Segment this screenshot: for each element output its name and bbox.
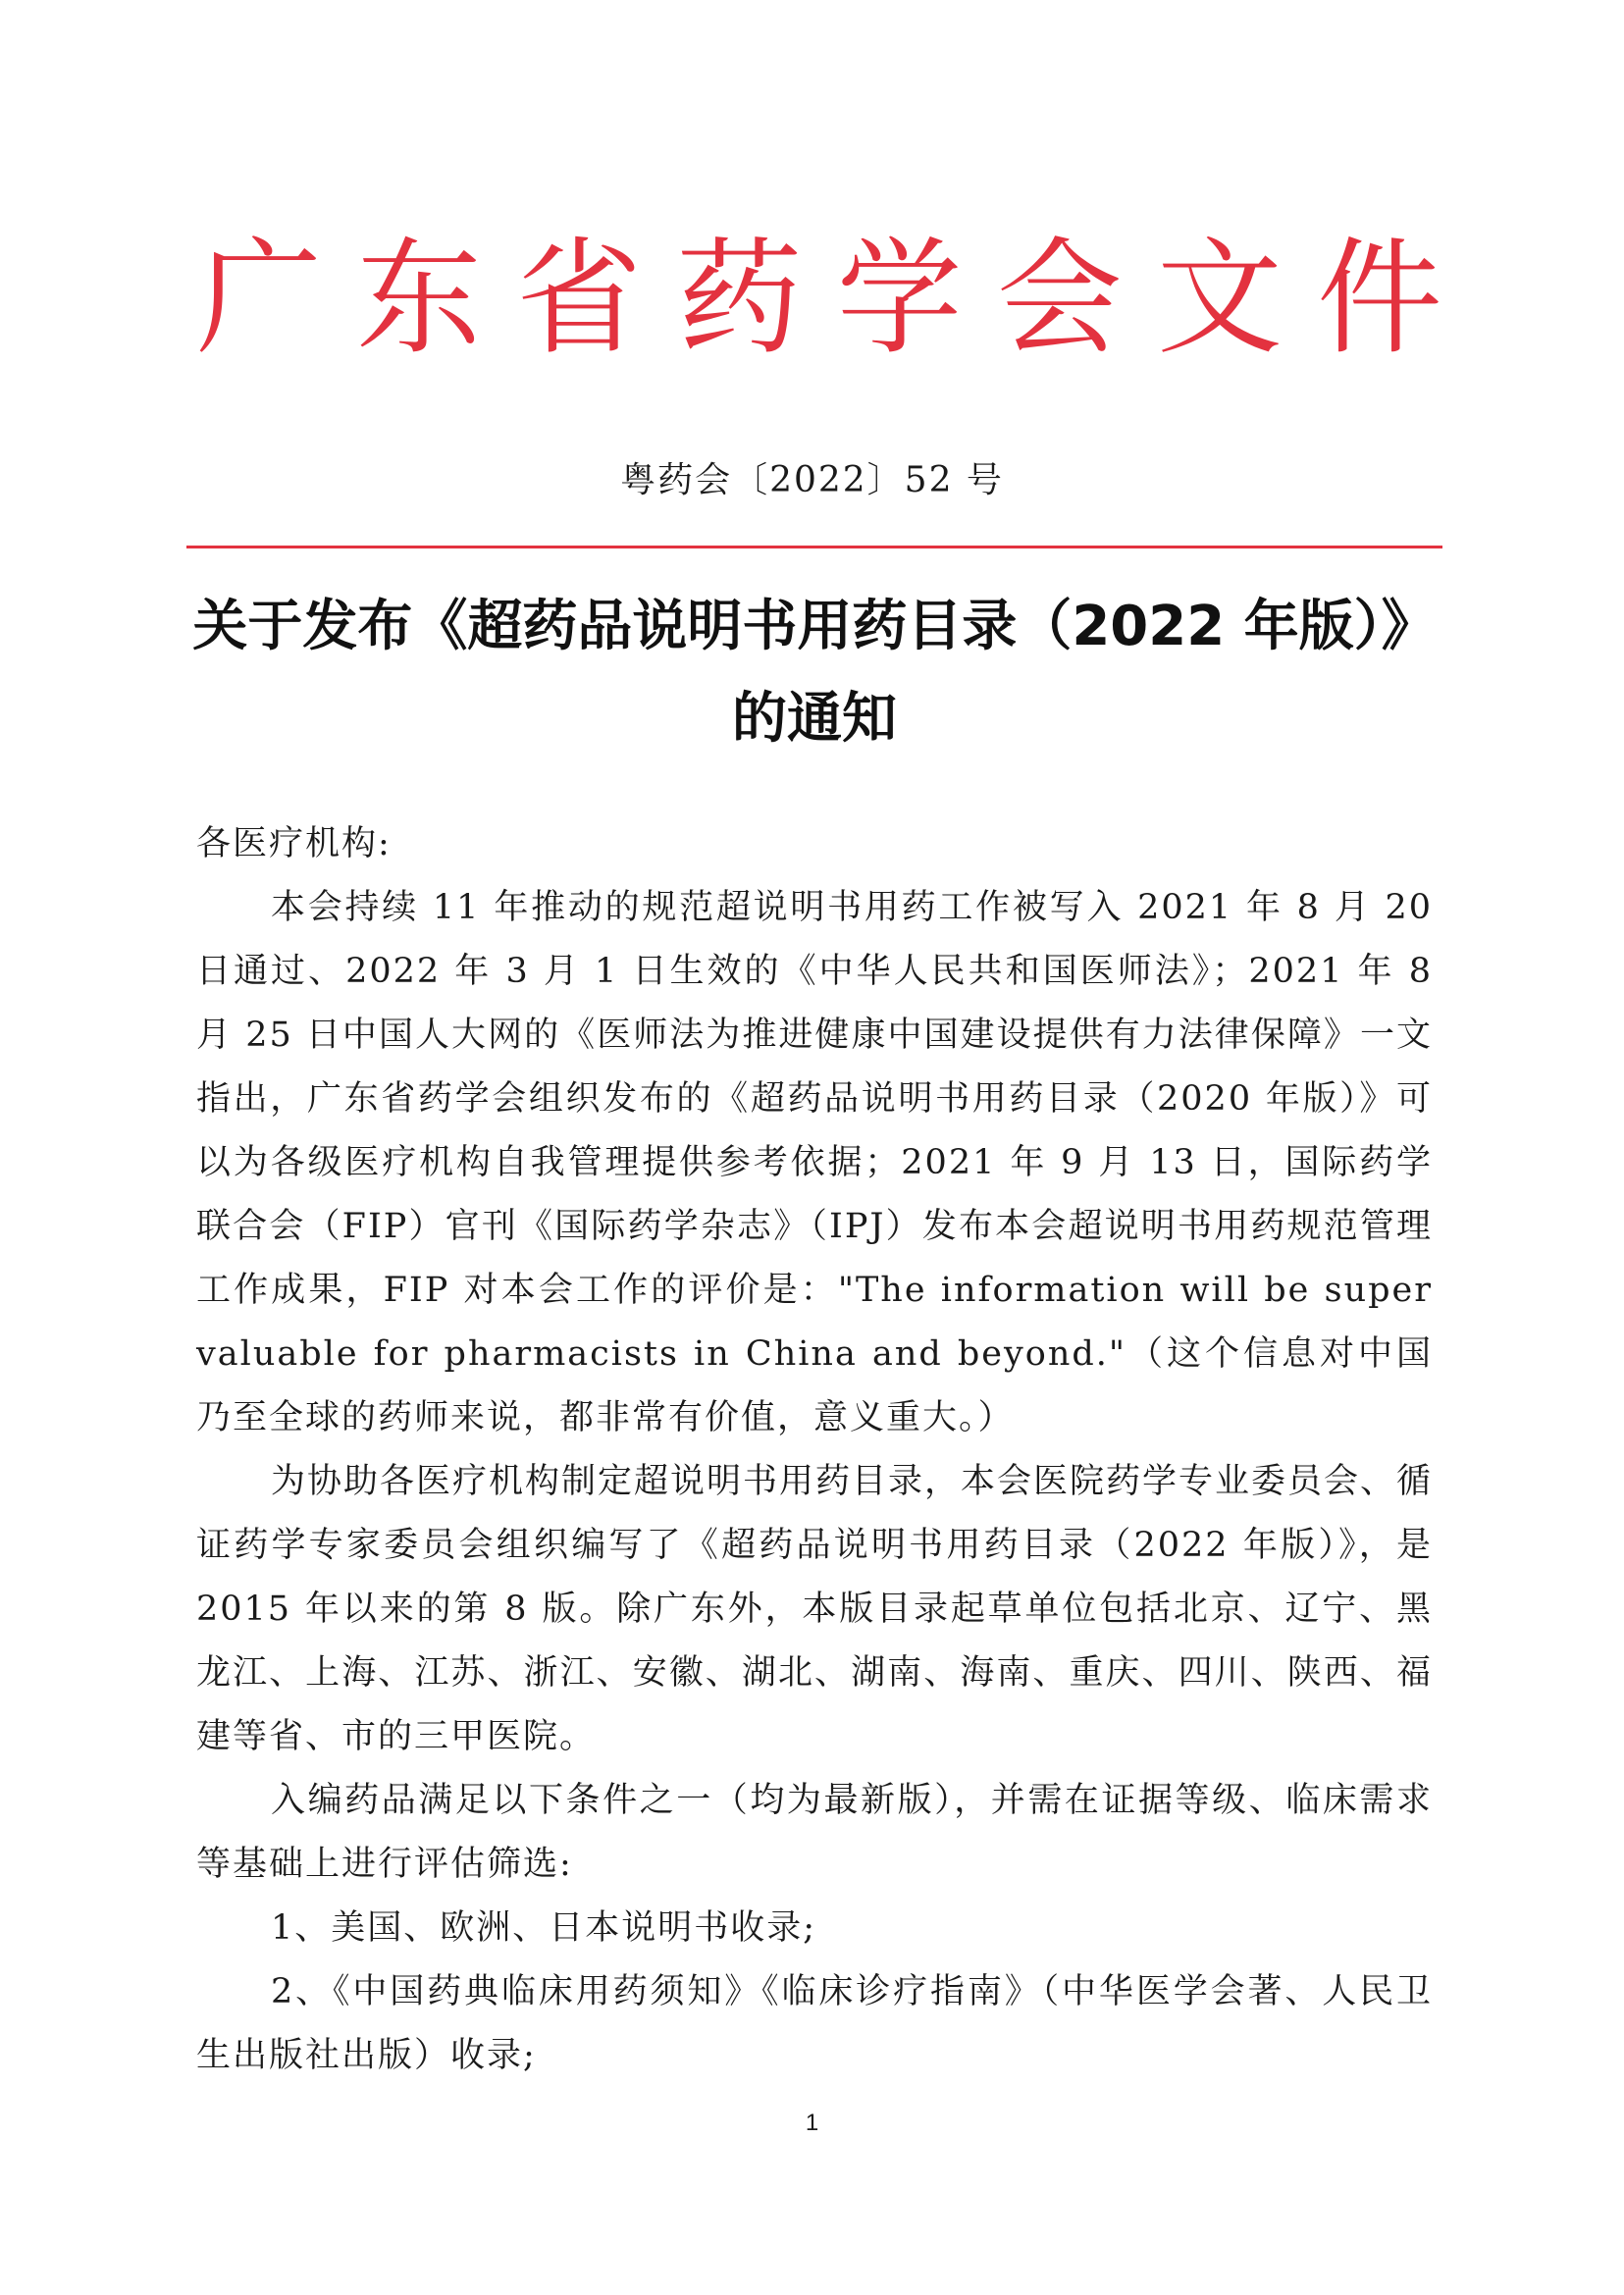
masthead-char: 东: [356, 226, 483, 372]
page-number: 1: [805, 2110, 819, 2136]
list-item-1: 1、美国、欧洲、日本说明书收录;: [271, 1908, 817, 1948]
masthead-title: [196, 226, 1442, 373]
paragraph-3: 入编药品满足以下条件之一（均为最新版），并需在证据等级、临床需求等基础上进行评估筛选:: [196, 1781, 1433, 1884]
salutation: 各医疗机构:: [196, 824, 392, 863]
paragraph-2: 为协助各医疗机构制定超说明书用药目录，本会医院药学专业委员会、循证药学专家委员会组织编写了《超药品说明书用药目录（2022 年版）》，是 2015 年以来的第 8 版。除广东外，本版目录起草单位包括北京、辽宁、黑龙江、上海、江苏、浙江、安徽、湖北、湖南、海南、重庆、四川、陕西、福建等省、市的三甲医院。: [196, 1462, 1434, 1756]
masthead-char: 省: [516, 226, 643, 372]
document-body: [196, 812, 1433, 2088]
masthead-char: 文: [1156, 226, 1283, 372]
masthead-char: 广: [196, 226, 323, 372]
masthead-char: 会: [996, 226, 1123, 372]
masthead-char: 学: [836, 226, 963, 372]
title-line-2: 的通知: [732, 687, 897, 751]
document-title: [186, 581, 1442, 765]
masthead-char: 件: [1316, 226, 1442, 372]
red-divider: [186, 546, 1442, 548]
list-item-2: 2、《中国药典临床用药须知》《临床诊疗指南》（中华医学会著、人民卫生出版社出版）收录;: [196, 1972, 1433, 2075]
title-line-1: 关于发布《超药品说明书用药目录（2022 年版）》: [192, 595, 1437, 658]
masthead-char: 药: [676, 226, 803, 372]
document-number: 粤药会〔2022〕52 号: [620, 460, 1004, 500]
paragraph-1: 本会持续 11 年推动的规范超说明书用药工作被写入 2021 年 8 月 20 日通过、2022 年 3 月 1 日生效的《中华人民共和国医师法》；2021 年 8 月 25 日中国人大网的《医师法为推进健康中国建设提供有力法律保障》一文指出，广东省药学会组织发布的《超药品说明书用药目录（2020 年版）》可以为各级医疗机构自我管理提供参考依据；2021 年 9 月 13 日，国际药学联合会（FIP）官刊《国际药学杂志》（IPJ）发布本会超说明书用药规范管理工作成果，FIP 对本会工作的评价是："The information will be super valuable for pharmacists in China and beyond."（这个信息对中国乃至全球的药师来说，都非常有价值，意义重大。）: [196, 888, 1433, 1437]
